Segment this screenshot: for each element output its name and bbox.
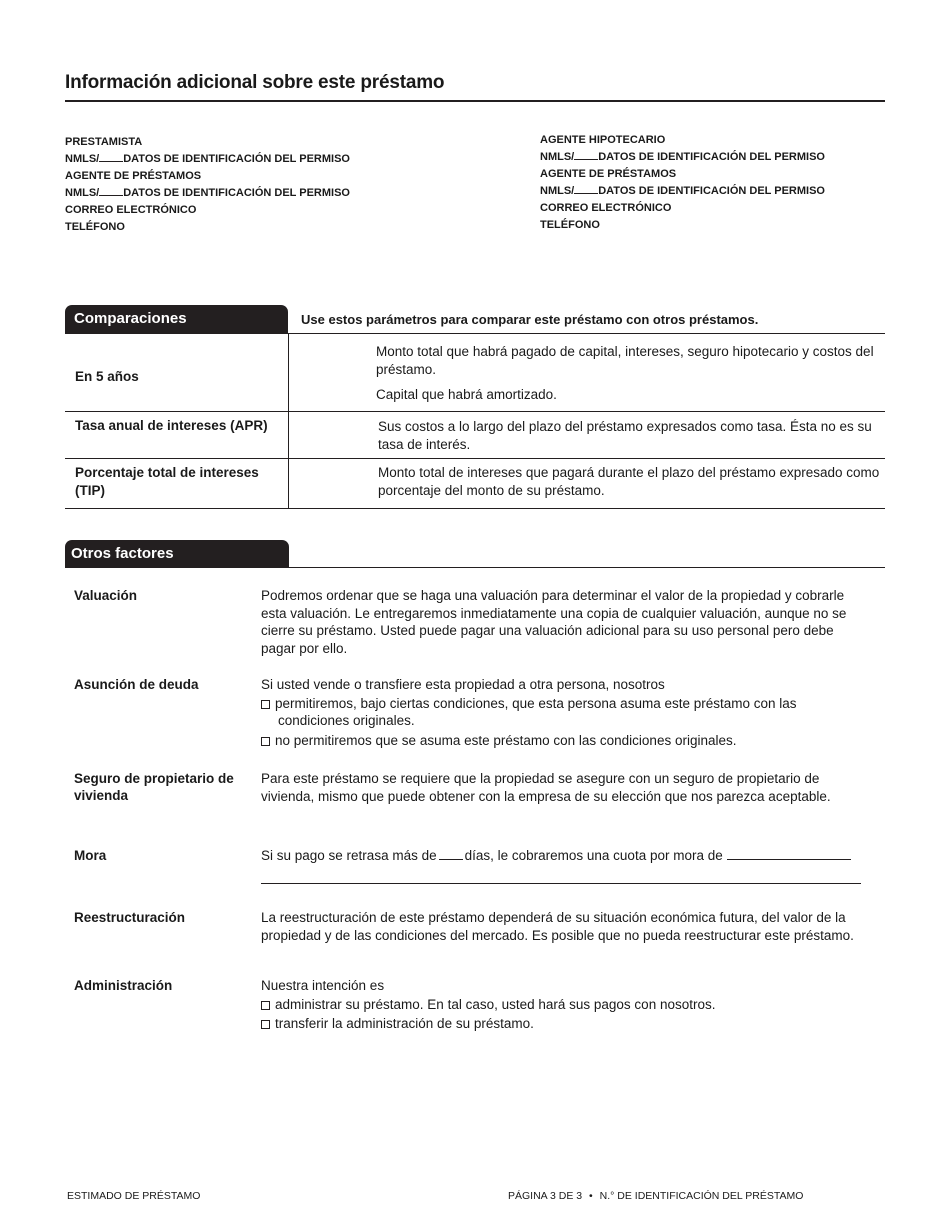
broker-contact-block <box>540 132 825 234</box>
assumption-option-allow: permitiremos, bajo ciertas condiciones, que esta persona asuma este préstamo con las condiciones originales. <box>261 695 851 730</box>
row-text-tip: Monto total de intereses que pagará durante el plazo del préstamo expresado como porcentaje del monto de su préstamo. <box>378 465 880 498</box>
checkbox-allow-assumption[interactable] <box>261 700 270 709</box>
row-label-5-years: En 5 años <box>75 369 139 384</box>
checkbox-transfer-servicing[interactable] <box>261 1020 270 1029</box>
lender-loan-officer-label: AGENTE DE PRÉSTAMOS <box>65 170 202 182</box>
footer-separator: • <box>589 1190 593 1202</box>
late-payment-text: Si su pago se retrasa más de días, le cobraremos una cuota por mora de <box>261 847 851 865</box>
broker-email-label: CORREO ELECTRÓNICO <box>540 202 672 214</box>
assumption-label: Asunción de deuda <box>74 677 199 692</box>
servicing-intro: Nuestra intención es <box>261 978 385 993</box>
footer-right <box>508 1190 803 1202</box>
late-fee-field[interactable] <box>727 847 851 860</box>
broker-loan-officer-label: AGENTE DE PRÉSTAMOS <box>540 168 677 180</box>
late-days-field[interactable] <box>439 847 463 860</box>
row-label-apr: Tasa anual de intereses (APR) <box>75 418 268 433</box>
footer-loan-id: N.° DE IDENTIFICACIÓN DEL PRÉSTAMO <box>599 1190 804 1202</box>
lender-contact-block <box>65 134 350 236</box>
servicing-label: Administración <box>74 978 173 993</box>
row-text-5-years-total: Monto total que habrá pagado de capital, intereses, seguro hipotecario y costos del préstamo. <box>376 344 874 377</box>
assumption-section <box>261 676 851 749</box>
row-label-tip: Porcentaje total de intereses (TIP) <box>75 465 259 498</box>
broker-phone-label: TELÉFONO <box>540 219 600 231</box>
servicing-section <box>261 977 851 1033</box>
comparisons-column-divider <box>288 333 289 508</box>
checkbox-service-loan[interactable] <box>261 1001 270 1010</box>
row-divider <box>65 458 885 459</box>
comparisons-lead-text: Use estos parámetros para comparar este préstamo con otros préstamos. <box>301 312 759 327</box>
footer-page-number: PÁGINA 3 DE 3 <box>508 1190 583 1202</box>
row-divider <box>65 411 885 412</box>
insurance-text: Para este préstamo se requiere que la propiedad se asegure con un seguro de propietario de vivienda, mismo que puede obtener con la empresa de su elección que nos parezca aceptable. <box>261 771 831 804</box>
insurance-label: Seguro de propietario de vivienda <box>74 771 234 803</box>
other-factors-tab: Otros factores <box>65 540 289 567</box>
servicing-option-service: administrar su préstamo. En tal caso, usted hará sus pagos con nosotros. <box>261 996 851 1014</box>
broker-nmls: NMLS/ DATOS DE IDENTIFICACIÓN DEL PERMISO <box>540 151 825 163</box>
row-text-apr: Sus costos a lo largo del plazo del préstamo expresados como tasa. Ésta no es su tasa de interés. <box>378 419 872 452</box>
appraisal-label: Valuación <box>74 588 138 603</box>
refinance-label: Reestructuración <box>74 910 186 925</box>
servicing-option-transfer: transferir la administración de su préstamo. <box>261 1015 851 1033</box>
late-payment-label: Mora <box>74 848 107 863</box>
lender-email-label: CORREO ELECTRÓNICO <box>65 204 197 216</box>
assumption-option-deny: no permitiremos que se asuma este préstamo con las condiciones originales. <box>261 732 851 750</box>
comparisons-header-rule <box>65 333 885 334</box>
row-text-5-years-principal: Capital que habrá amortizado. <box>376 387 557 402</box>
appraisal-text: Podremos ordenar que se haga una valuación para determinar el valor de la propiedad y cobrarle esta valuación. Le entregaremos inmediatamente una copia de cualquier valuación, aunque no se cierre su préstamo. Usted puede pagar una valuación adicional para su uso personal pero debe pagar por ello. <box>261 588 847 656</box>
lender-officer-nmls: NMLS/ DATOS DE IDENTIFICACIÓN DEL PERMISO <box>65 187 350 199</box>
other-factors-rule <box>65 567 885 568</box>
footer-left: ESTIMADO DE PRÉSTAMO <box>67 1190 201 1202</box>
assumption-intro: Si usted vende o transfiere esta propiedad a otra persona, nosotros <box>261 677 665 692</box>
lender-label: PRESTAMISTA <box>65 136 143 148</box>
title-divider <box>65 100 885 102</box>
refinance-text: La reestructuración de este préstamo dependerá de su situación económica futura, del valor de la propiedad y de las condiciones del mercado. Es posible que no pueda reestructurar este préstamo. <box>261 910 854 943</box>
checkbox-deny-assumption[interactable] <box>261 737 270 746</box>
comparisons-tab: Comparaciones <box>65 305 288 333</box>
late-fee-continuation-line[interactable] <box>261 883 861 884</box>
comparisons-bottom-rule <box>65 508 885 509</box>
lender-phone-label: TELÉFONO <box>65 221 125 233</box>
lender-nmls: NMLS/ DATOS DE IDENTIFICACIÓN DEL PERMISO <box>65 153 350 165</box>
broker-label: AGENTE HIPOTECARIO <box>540 134 666 146</box>
page-title: Información adicional sobre este préstamo <box>65 72 445 93</box>
broker-officer-nmls: NMLS/ DATOS DE IDENTIFICACIÓN DEL PERMISO <box>540 185 825 197</box>
